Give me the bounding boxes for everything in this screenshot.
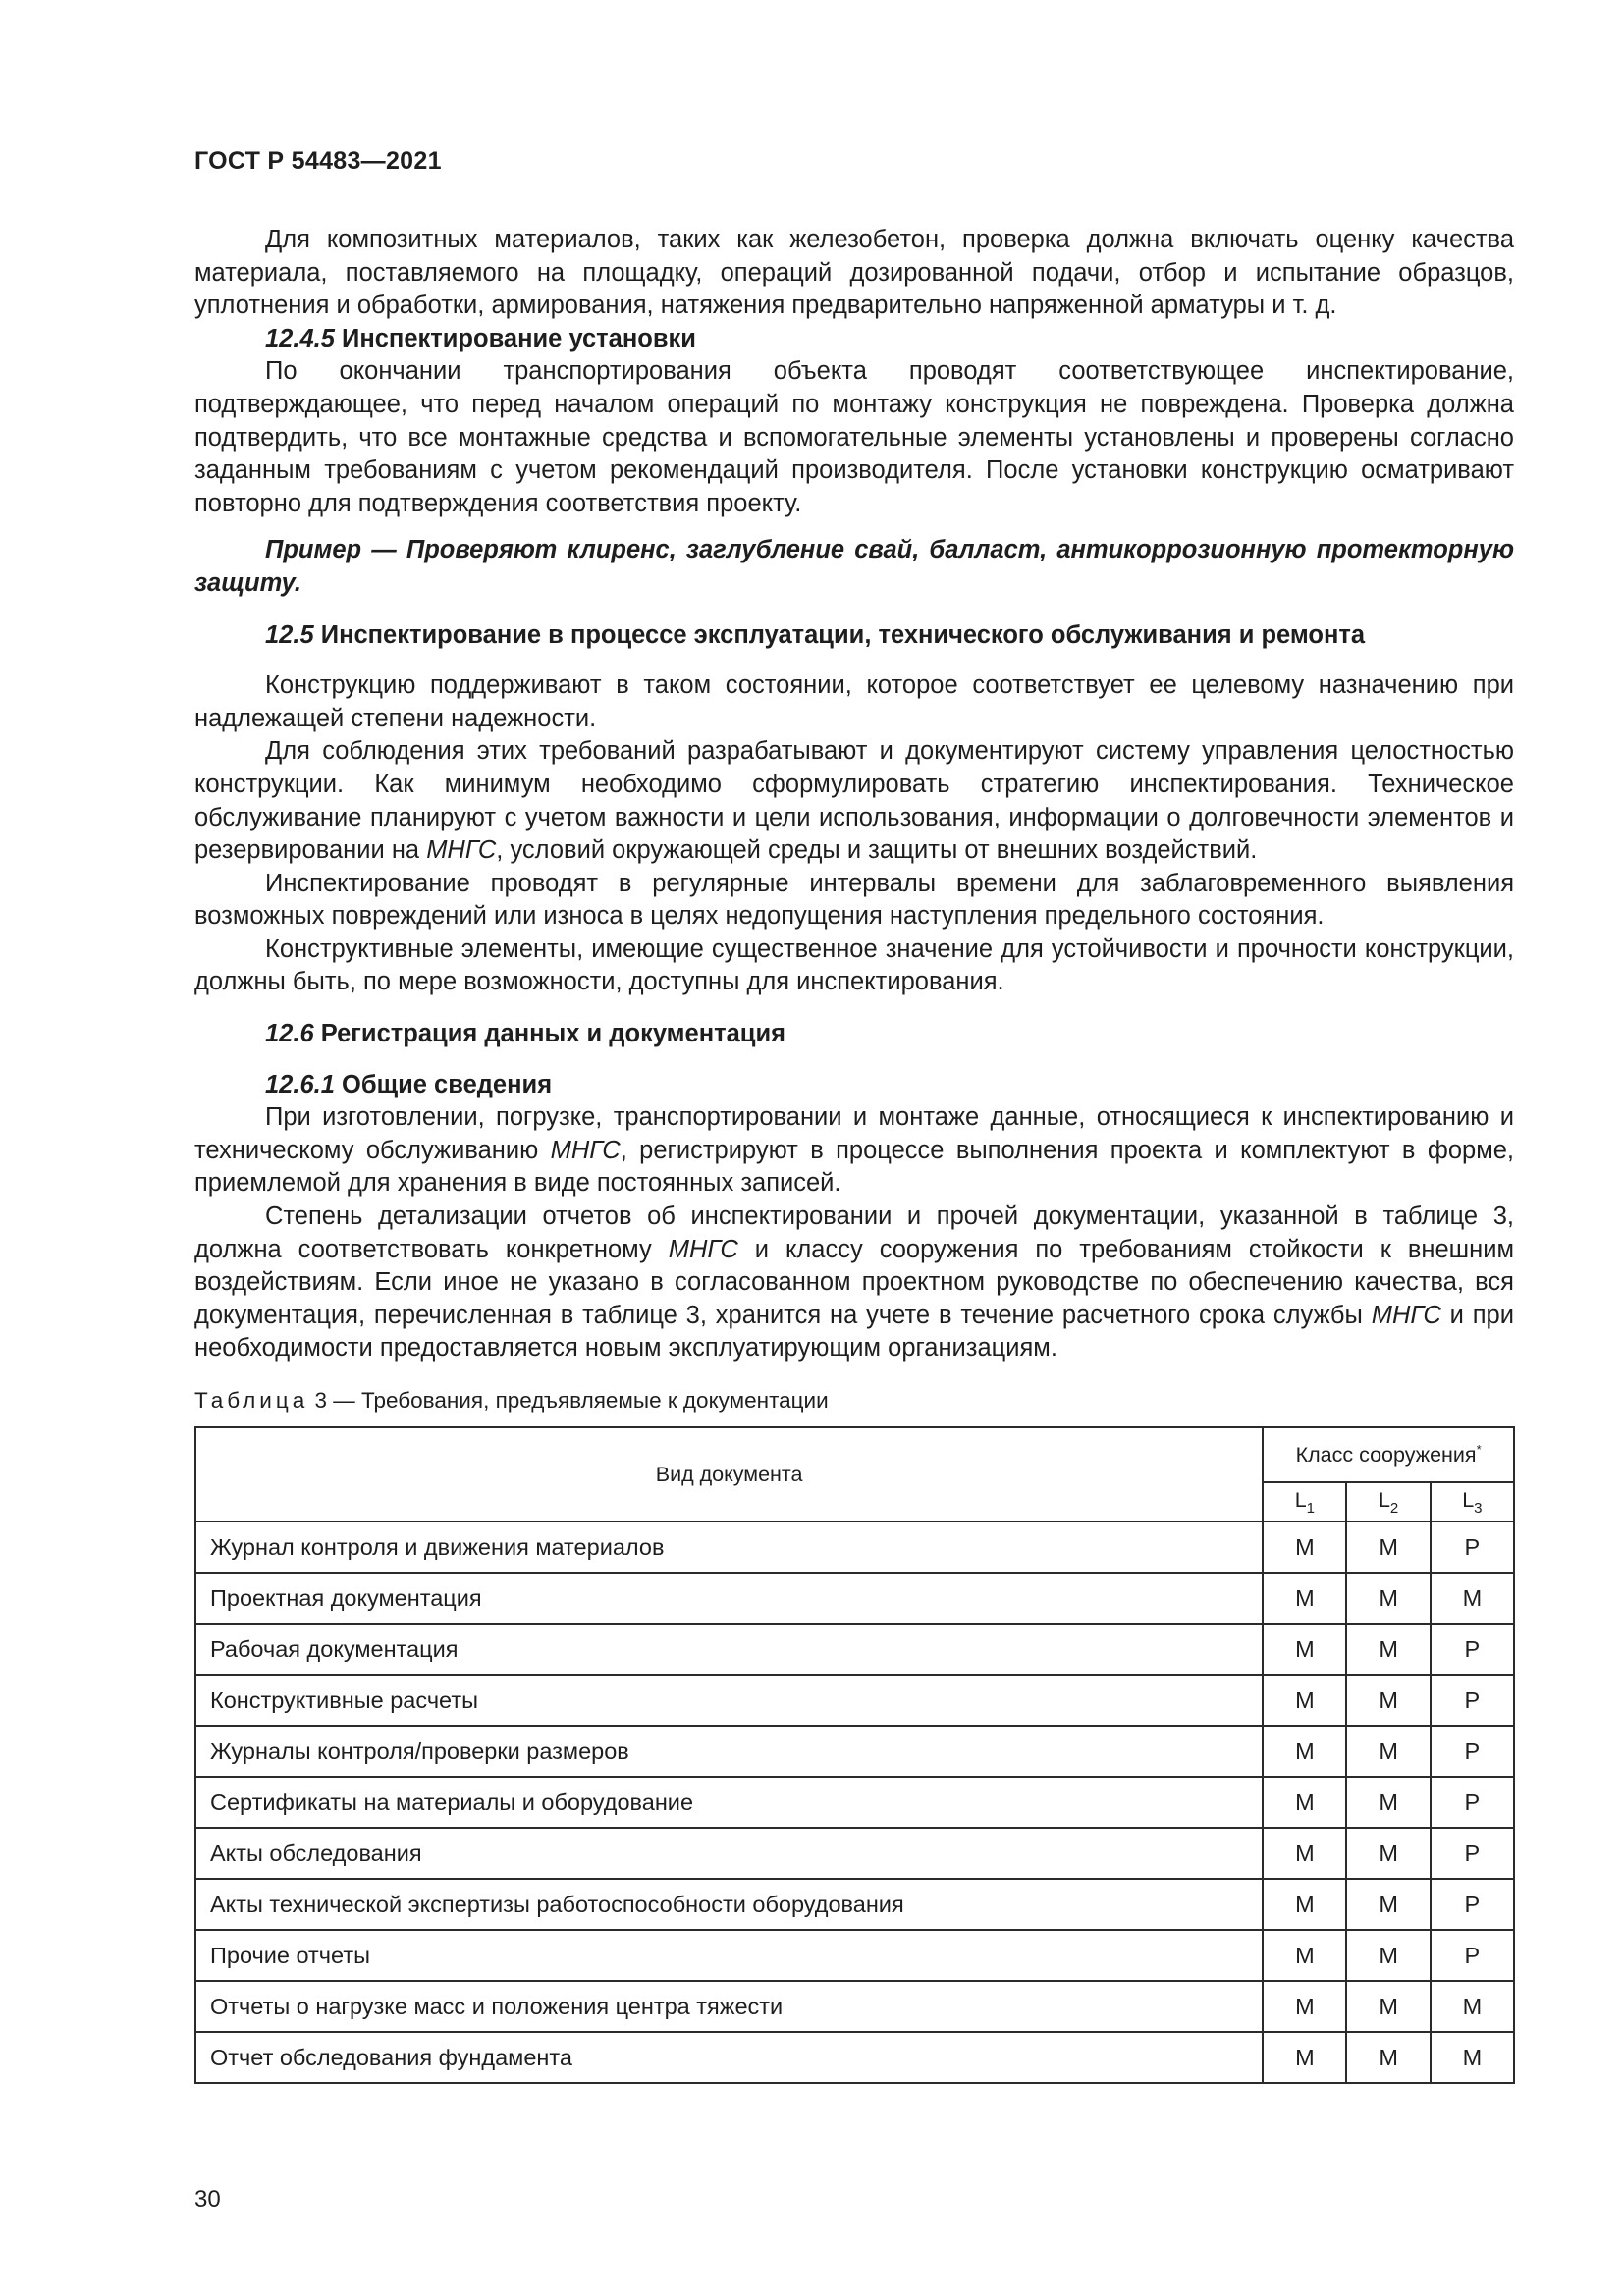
class-requirement-cell: M <box>1431 1573 1514 1624</box>
class-requirement-cell: M <box>1263 1777 1346 1828</box>
class-requirement-cell: M <box>1263 1726 1346 1777</box>
class-requirement-cell: M <box>1346 1573 1430 1624</box>
class-requirement-cell: M <box>1431 1981 1514 2032</box>
table-row <box>195 1675 1514 1726</box>
class-requirement-cell: M <box>1263 1675 1346 1726</box>
section-number: 12.6.1 <box>265 1070 335 1098</box>
class-requirement-cell: M <box>1263 2032 1346 2083</box>
document-type-cell: Рабочая документация <box>195 1624 1263 1675</box>
table-row <box>195 1981 1514 2032</box>
abbreviation-mngs: МНГС <box>1371 1301 1441 1329</box>
paragraph-structural-elements: Конструктивные элементы, имеющие существенное значение для устойчивости и прочности конструкции, должны быть, по мере возможности, доступны для инспектирования. <box>194 934 1514 996</box>
document-type-cell: Журнал контроля и движения материалов <box>195 1522 1263 1573</box>
footnote-mark: * <box>1476 1441 1482 1457</box>
page-number: 30 <box>194 2186 221 2213</box>
class-requirement-cell: M <box>1346 1981 1430 2032</box>
column-header-structure-class: Класс сооружения* <box>1263 1427 1514 1482</box>
class-requirement-cell: M <box>1346 1930 1430 1981</box>
column-header-class-3: $L_3$ <box>1431 1482 1514 1522</box>
document-type-cell: Проектная документация <box>195 1573 1263 1624</box>
document-type-cell: Отчет обследования фундамента <box>195 2032 1263 2083</box>
class-requirement-cell: P <box>1431 1930 1514 1981</box>
paragraph-installation-inspection: По окончании транспортирования объекта проводят соответствующее инспектирование, подтверждающее, что перед началом операций по монтажу конструкция не повреждена. Проверка должна подтвердить, что все монтажные средства и вспомогательные элементы установлены и проверены согласно заданным требованиям с учетом рекомендаций производителя. После установки конструкцию осматривают повторно для подтверждения соответствия проекту. <box>194 357 1514 517</box>
table-caption <box>194 1388 829 1414</box>
paragraph-maintenance-state: Конструкцию поддерживают в таком состоянии, которое соответствует ее целевому назначению при надлежащей степени надежности. <box>194 671 1514 732</box>
body-text <box>194 224 1514 1365</box>
section-number: 12.4.5 <box>265 324 335 352</box>
document-type-cell: Сертификаты на материалы и оборудование <box>195 1777 1263 1828</box>
section-heading-12-6 <box>194 1018 1514 1051</box>
column-header-class-1: $L_1$ <box>1263 1482 1346 1522</box>
abbreviation-mngs: МНГС <box>550 1136 621 1164</box>
paragraph-composite-materials: Для композитных материалов, таких как железобетон, проверка должна включать оценку качества материала, поставляемого на площадку, операций дозированной подачи, отбор и испытание образцов, уплотнения и обработки, армирования, натяжения предварительно напряженной арматуры и т. д. <box>194 226 1514 320</box>
table-row <box>195 1726 1514 1777</box>
section-heading-12-6-1 <box>194 1069 1514 1102</box>
document-type-cell: Прочие отчеты <box>195 1930 1263 1981</box>
class-requirement-cell: M <box>1263 1930 1346 1981</box>
table-row <box>195 1879 1514 1930</box>
class-requirement-cell: M <box>1263 1573 1346 1624</box>
section-title: Инспектирование в процессе эксплуатации, технического обслуживания и ремонта <box>320 620 1366 649</box>
class-requirement-cell: M <box>1263 1981 1346 2032</box>
document-type-cell: Акты технической экспертизы работоспособности оборудования <box>195 1879 1263 1930</box>
table-row <box>195 1522 1514 1573</box>
paragraph-integrity-management: Для соблюдения этих требований разрабатывают и документируют систему управления целостностью конструкции. Как минимум необходимо сформулировать стратегию инспектирования. Техническое обслуживание планируют с учетом важности и цели использования, информации о долговечности элементов и резервировании на МНГС, условий окружающей среды и защиты от внешних воздействий. <box>194 737 1514 865</box>
class-requirement-cell: M <box>1346 1828 1430 1879</box>
section-heading-12-5 <box>194 619 1514 653</box>
class-requirement-cell: M <box>1263 1879 1346 1930</box>
abbreviation-mngs: МНГС <box>426 836 497 865</box>
document-type-cell: Журналы контроля/проверки размеров <box>195 1726 1263 1777</box>
documentation-requirements-table <box>194 1426 1515 2084</box>
class-requirement-cell: M <box>1346 1522 1430 1573</box>
class-requirement-cell: M <box>1346 1624 1430 1675</box>
section-number: 12.5 <box>265 620 314 649</box>
column-header-class-2: $L_2$ <box>1346 1482 1430 1522</box>
class-requirement-cell: M <box>1263 1624 1346 1675</box>
example-note: Пример — Проверяют клиренс, заглубление свай, балласт, антикоррозионную протекторную защиту. <box>194 536 1514 597</box>
class-requirement-cell: M <box>1346 2032 1430 2083</box>
column-header-document-type: Вид документа <box>195 1427 1263 1522</box>
document-type-cell: Конструктивные расчеты <box>195 1675 1263 1726</box>
table-row <box>195 1624 1514 1675</box>
paragraph-regular-inspection: Инспектирование проводят в регулярные интервалы времени для заблаговременного выявления возможных повреждений или износа в целях недопущения наступления предельного состояния. <box>194 869 1514 931</box>
class-requirement-cell: M <box>1346 1675 1430 1726</box>
section-number: 12.6 <box>265 1020 314 1048</box>
document-type-cell: Отчеты о нагрузке масс и положения центра тяжести <box>195 1981 1263 2032</box>
document-type-cell: Акты обследования <box>195 1828 1263 1879</box>
class-requirement-cell: M <box>1263 1522 1346 1573</box>
class-requirement-cell: P <box>1431 1828 1514 1879</box>
paragraph-detail-level: Степень детализации отчетов об инспектировании и прочей документации, указанной в таблице 3, должна соответствовать конкретному МНГС и классу сооружения по требованиям стойкости к внешним воздействиям. Если иное не указано в согласованном проектном руководстве по обеспечению качества, вся документация, перечисленная в таблице 3, хранится на учете в течение расчетного срока службы МНГС и при необходимости предоставляется новым эксплуатирующим организациям. <box>194 1202 1514 1362</box>
class-requirement-cell: M <box>1346 1777 1430 1828</box>
table-row <box>195 1573 1514 1624</box>
class-requirement-cell: M <box>1263 1828 1346 1879</box>
section-heading-12-4-5 <box>194 323 1514 356</box>
abbreviation-mngs: МНГС <box>668 1235 738 1263</box>
section-title: Инспектирование установки <box>342 324 696 352</box>
document-code-header: ГОСТ Р 54483—2021 <box>194 147 442 175</box>
paragraph-data-registration: При изготовлении, погрузке, транспортировании и монтаже данные, относящиеся к инспектированию и техническому обслуживанию МНГС, регистрируют в процессе выполнения проекта и комплектуют в форме, приемлемой для хранения в виде постоянных записей. <box>194 1103 1514 1198</box>
table-row <box>195 1777 1514 1828</box>
table-row <box>195 1930 1514 1981</box>
class-requirement-cell: P <box>1431 1624 1514 1675</box>
table-row <box>195 2032 1514 2083</box>
section-title: Общие сведения <box>342 1070 553 1098</box>
table-caption-label: Таблица <box>194 1388 309 1413</box>
class-requirement-cell: M <box>1431 2032 1514 2083</box>
class-requirement-cell: M <box>1346 1726 1430 1777</box>
class-requirement-cell: P <box>1431 1522 1514 1573</box>
class-requirement-cell: P <box>1431 1726 1514 1777</box>
section-title: Регистрация данных и документация <box>320 1020 786 1048</box>
class-requirement-cell: P <box>1431 1675 1514 1726</box>
table-body <box>195 1522 1514 2083</box>
class-requirement-cell: M <box>1346 1879 1430 1930</box>
class-requirement-cell: P <box>1431 1879 1514 1930</box>
table-caption-text: 3 — Требования, предъявляемые к документации <box>314 1388 829 1413</box>
class-requirement-cell: P <box>1431 1777 1514 1828</box>
table-row <box>195 1828 1514 1879</box>
